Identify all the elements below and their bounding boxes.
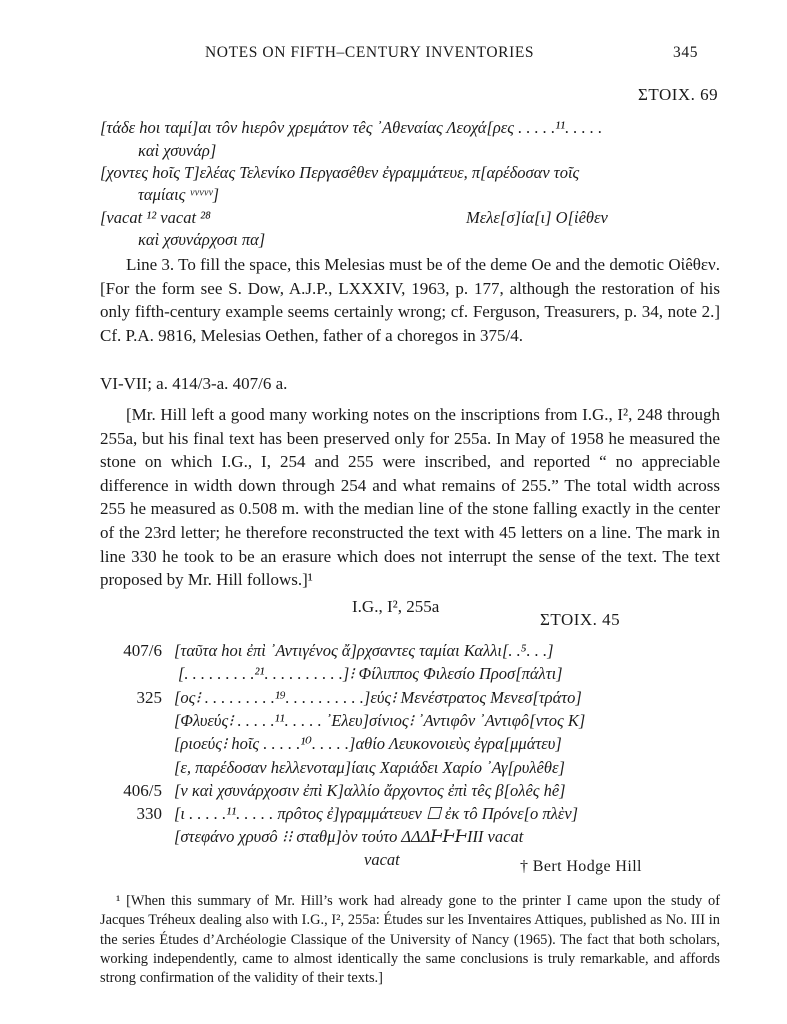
stoix-69-label: ΣΤΟΙΧ. 69 <box>638 85 719 104</box>
inscription-line-3b: Μελε[σ]ία[ι] Ο[ἰêθεν <box>466 208 608 227</box>
inscription-line-text: [Φλυεύς⁝ . . . . .¹¹. . . . . ᾿Ελευ]σίνιος⁝ ᾿Αντιφôν ᾿Αντιφô[ντος Κ] <box>174 711 586 730</box>
section-heading: VI-VII; a. 414/3-a. 407/6 a. <box>100 374 288 393</box>
running-title: NOTES ON FIFTH–CENTURY INVENTORIES <box>205 44 535 61</box>
inscription-title: I.G., I², 255a <box>352 597 440 616</box>
hill-paragraph-text: [Mr. Hill left a good many working notes on the inscriptions from I.G., I², 248 through 255a, but his final text has been preserved only for 255a. In May of 1958 he measured the stone on which I.G., I, 254 and 255 were inscribed, and reported “ no appreciable difference in width down through 254 and what remains of 255.” The total width across 255 he measured as 0.508 m. with the median line of the stone falling exactly in the center of the 23rd letter; he therefore reconstructed the text with 45 letters on a line. The mark in line 330 he took to be an erasure which does not interrupt the sense of the text. The text proposed by Mr. Hill follows.]¹ <box>100 405 720 590</box>
inscription-line-text: [ταῦτα hοι ἐπὶ ᾿Αντιγένος ἄ]ρχσαντες ταμίαι Καλλι[. .⁵. . .] <box>174 641 554 660</box>
line-3-note-text: Line 3. To fill the space, this Melesias must be of the deme Oe and the demotic Οἰêθεν. [For the form see S. Dow, A.J.P., LXXXIV, 1963, p. 177, although the restoration of his only fifth-century example seems certainly wrong; cf. Ferguson, Treasurers, p. 34, note 2.] Cf. P.A. 9816, Melesias Oethen, father of a choregos in 375/4. <box>100 255 720 345</box>
inscription-line-3a: [vacat ¹² vacat ²⁸ <box>100 208 211 227</box>
stoix-45-label: ΣΤΟΙΧ. 45 <box>540 610 621 629</box>
inscription-line-text: [ε, παρέδοσαν hελλενοταμ]ίαις Χαριάδει Χαρίο ᾿Αγ[ρυλêθε] <box>174 758 565 777</box>
inscription-line-text: [ι . . . . .¹¹. . . . . πρôτος ἐ]γραμμάτευεν ☐ ἐκ τô Πρόνε[ο πλὲν] <box>174 804 579 823</box>
inscription-line-number: 330 <box>136 804 162 823</box>
inscription-line-text: vacat <box>364 850 400 869</box>
signature: † Bert Hodge Hill <box>520 858 642 875</box>
hill-paragraph <box>100 403 720 592</box>
line-3-note <box>100 253 720 347</box>
inscription-line-number: 325 <box>136 688 162 707</box>
page-number: 345 <box>673 44 699 61</box>
inscription-line-text: [ος⁝ . . . . . . . . .¹⁹. . . . . . . . . .]εύς⁝ Μενέστρατος Μενεσ[τράτο] <box>174 688 582 707</box>
inscription-line-1b: καὶ χσυνάρ] <box>138 141 217 160</box>
inscription-line-text: [στεφάνο χρυσô ⁝⁝ σταθμ]ὸν τούτο ΔΔΔͰͰͰΙΙΙ vacat <box>174 827 524 846</box>
inscription-line-3c: καὶ χσυνάρχοσι πα] <box>138 230 266 249</box>
inscription-line-2: [χοντες hοῖς Τ]ελέας Τελενίκο Περγασêθεν ἐγραμμάτευε, π[αρέδοσαν τοῖς <box>100 163 580 182</box>
inscription-line-2b: ταμίαις ᵛᵛᵛᵛᵛ] <box>138 185 220 204</box>
inscription-line-text: [. . . . . . . . .²¹. . . . . . . . . .]⁝ Φίλιππος Φιλεσίο Προσ[πάλτι] <box>178 664 563 683</box>
inscription-line-text: [ν καὶ χσυνάρχοσιν ἐπὶ Κ]αλλίο ἄρχοντος ἐπὶ τêς β[ολêς hê] <box>174 781 566 800</box>
inscription-line-text: [ριοεύς⁝ hοῖς . . . . .¹⁰. . . . .]αθίο Λευκονοιεὺς ἐγρα[μμάτευ] <box>174 734 562 753</box>
inscription-line-1: [τάδε hοι ταμί]αι τôν hιερôν χρεμάτον τêς ᾿Αθεναίας Λεοχά[ρες . . . . .¹¹. . . . . <box>100 118 603 137</box>
inscription-line-number: 407/6 <box>123 641 162 660</box>
footnote: ¹ [When this summary of Mr. Hill’s work had already gone to the printer I came upon the study of Jacques Tréheux dealing also with I.G., I², 255a: Études sur les Inventaires Attiques, published as No. III in the series Études d’Archéologie Classique of the University of Nancy (1965). The fact that both scholars, working independently, came to almost identically the same conclusions is truly remarkable, and affords strong confirmation of the validity of their texts.] <box>100 893 720 987</box>
inscription-line-number: 406/5 <box>123 781 162 800</box>
